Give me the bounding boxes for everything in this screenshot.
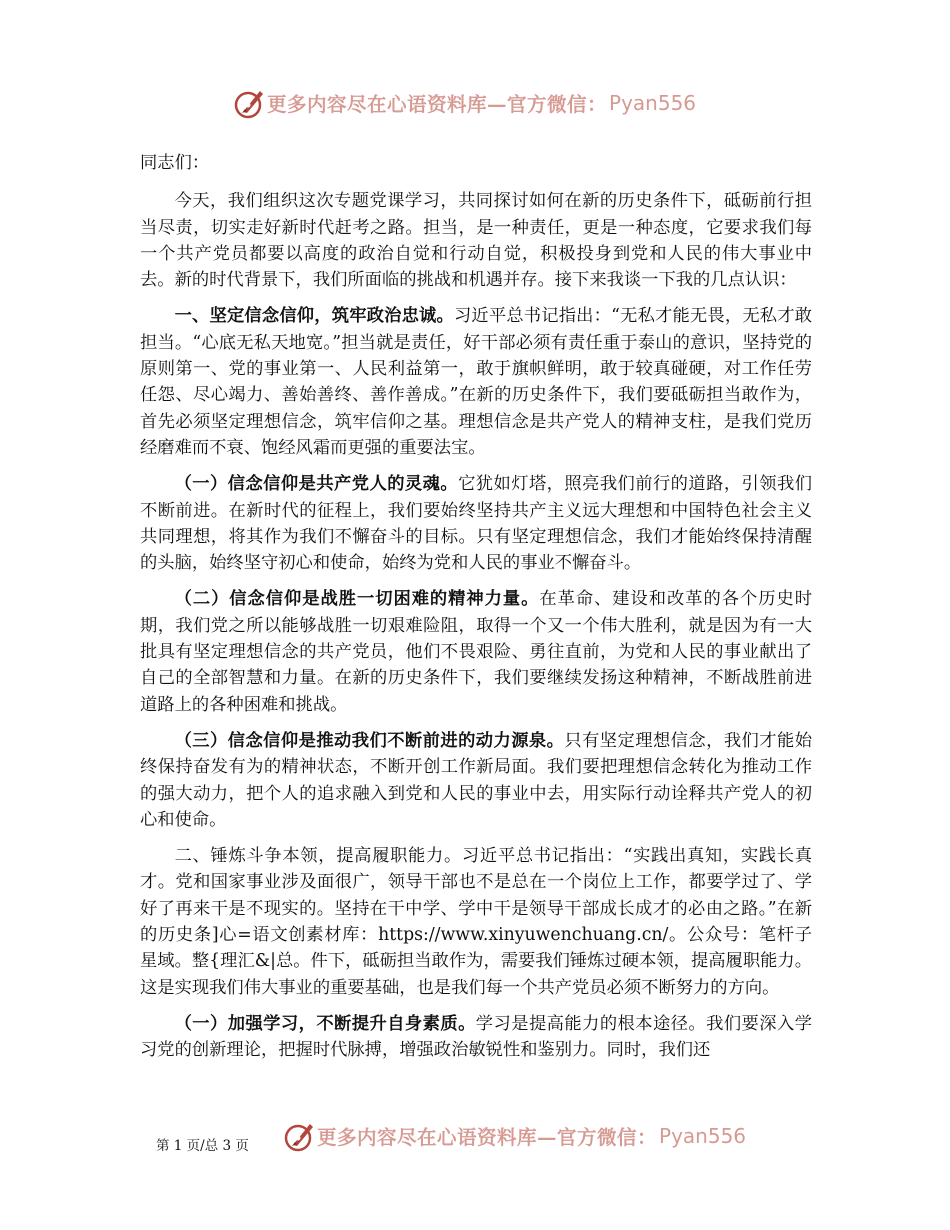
subsection-1-heading: （一）信念信仰是共产党人的灵魂。 [174, 474, 459, 495]
intro-paragraph: 今天，我们组织这次专题党课学习，共同探讨如何在新的历史条件下，砥砺前行担当尽责，切实走好新时代赶考之路。担当，是一种责任，更是一种态度，它要求我们每一个共产党员都要以高度的政治自觉和行动自觉，积极投身到党和人民的伟大事业中去。新的时代背景下，我们所面临的挑战和机遇并存。接下来我谈一下我的几点认识： [140, 191, 812, 291]
watermark-banner-top [0, 83, 950, 123]
page-number: 第 1 页/总 3 页 [156, 1138, 249, 1154]
subsection-4-text: 学习是提高能力的根本途径。我们要深入学习党的创新理论，把握时代脉搏，增强政治敏锐性和鉴别力。同时，我们还 [140, 1013, 812, 1061]
section-1-heading: 一、坚定信念信仰，筑牢政治忠诚。 [174, 306, 454, 327]
section-1-text: 习近平总书记指出：“无私才能无畏，无私才敢担当。“心底无私天地宽。”担当就是责任，好干部必须有责任重于泰山的意识，坚持党的原则第一、党的事业第一、人民利益第一，敢于旗帜鲜明，敢于较真碰硬，对工作任劳任怨、尽心竭力、善始善终、善作善成。”在新的历史条件下，我们要砥砺担当敢作为，首先必须坚定理想信念，筑牢信仰之基。理想信念是共产党人的精神支柱，是我们党历经磨难而不衰、饱经风霜而更强的重要法宝。 [140, 306, 812, 458]
banner-brand-text: 更多内容尽在心语资料库— [267, 93, 508, 116]
banner-wechat-id: Pyan556 [609, 91, 697, 115]
subsection-1-paragraph [140, 471, 812, 576]
quill-pen-logo-icon [283, 1119, 317, 1153]
subsection-3-paragraph [140, 728, 812, 833]
subsection-2-text: 在革命、建设和改革的各个历史时期，我们党之所以能够战胜一切艰难险阻，取得一个又一个伟大胜利，就是因为有一大批具有坚定理想信念的共产党员，他们不畏艰险、勇往直前，为党和人民的事业献出了自己的全部智慧和力量。在新的历史条件下，我们要继续发扬这种精神，不断战胜前进道路上的各种困难和挑战。 [140, 589, 812, 715]
banner-brand-text: 更多内容尽在心语资料库— [317, 1126, 558, 1149]
subsection-1-text: 它犹如灯塔，照亮我们前行的道路，引领我们不断前进。在新时代的征程上，我们要始终坚持共产主义远大理想和中国特色社会主义共同理想，将其作为我们不懈奋斗的目标。只有坚定理想信念，我们才能始终保持清醒的头脑，始终坚守初心和使命，始终为党和人民的事业不懈奋斗。 [140, 474, 812, 574]
document-body [140, 150, 812, 1074]
subsection-2-heading: （二）信念信仰是战胜一切困难的精神力量。 [174, 589, 540, 610]
subsection-3-heading: （三）信念信仰是推动我们不断前进的动力源泉。 [174, 730, 565, 751]
section-1-paragraph [140, 303, 812, 461]
salutation: 同志们： [140, 153, 210, 173]
watermark-banner-bottom [0, 1116, 950, 1156]
quill-pen-logo-icon [233, 86, 267, 120]
banner-wechat-id: Pyan556 [659, 1124, 747, 1148]
banner-wechat-label: 官方微信： [507, 93, 608, 116]
subsection-4-heading: （一）加强学习，不断提升自身素质。 [174, 1013, 476, 1034]
subsection-4-paragraph [140, 1011, 812, 1064]
subsection-2-paragraph [140, 586, 812, 717]
section-2-paragraph: 二、锤炼斗争本领，提高履职能力。习近平总书记指出：“实践出真知，实践长真才。党和国家事业涉及面很广，领导干部也不是总在一个岗位上工作，都要学过了、学好了再来干是不现实的。坚持在干中学、学中干是领导干部成长成才的必由之路。”在新的历史条]心=语文创素材库：https://www.xinyuwenchuang.cn/。公众号：笔杆子星域。整{理汇&|总。件下，砥砺担当敢作为，需要我们锤炼过硬本领，提高履职能力。这是实现我们伟大事业的重要基础，也是我们每一个共产党员必须不断努力的方向。 [140, 846, 812, 998]
subsection-3-text: 只有坚定理想信念，我们才能始终保持奋发有为的精神状态，不断开创工作新局面。我们要把理想信念转化为推动工作的强大动力，把个人的追求融入到党和人民的事业中去，用实际行动诠释共产党人的初心和使命。 [140, 730, 812, 830]
banner-wechat-label: 官方微信： [557, 1126, 658, 1149]
